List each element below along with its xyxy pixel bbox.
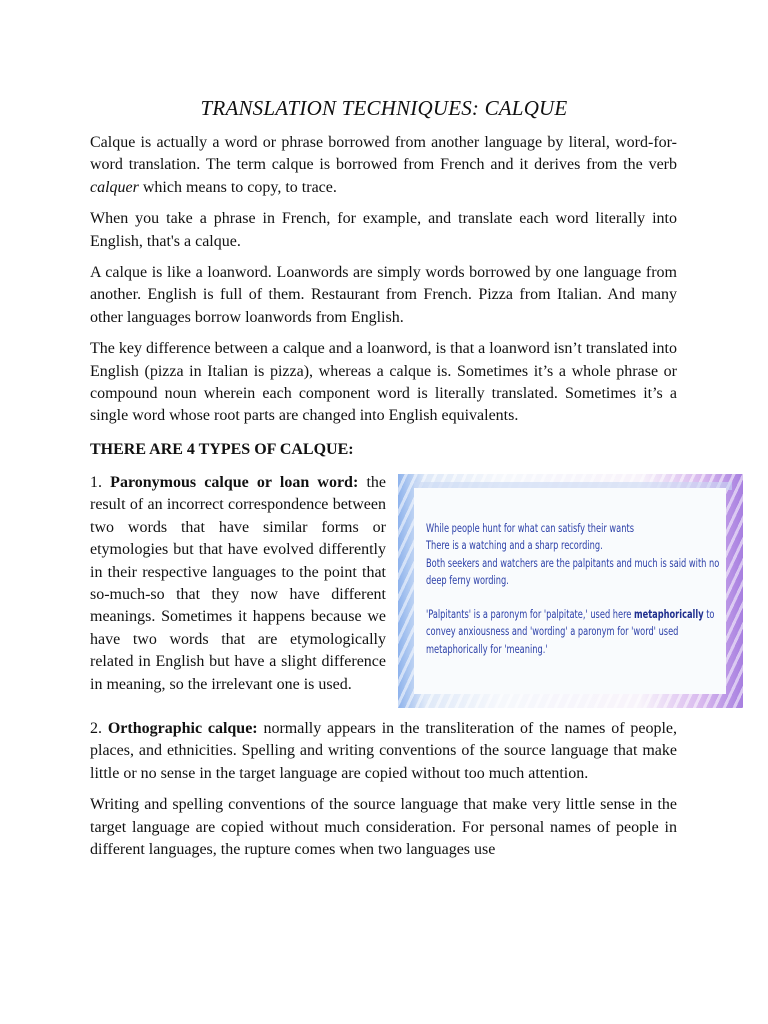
example-line-4: deep ferny wording.: [426, 574, 509, 588]
intro-paragraph-3: A calque is like a loanword. Loanwords are simply words borrowed by one language from another. English is full of them. Restaurant from French. Pizza from Italian. And many other languages borrow loanwords from English.: [90, 264, 677, 326]
example-line-3: Both seekers and watchers are the palpitants and much is said with no: [426, 556, 720, 570]
emphasis-calquer: calquer: [90, 178, 139, 196]
page-title: TRANSLATION TECHNIQUES: CALQUE: [200, 96, 568, 120]
example-line-6: convey anxiousness and 'wording' a paronym for 'word' used: [426, 625, 679, 639]
example-line-2: There is a watching and a sharp recording.: [426, 539, 603, 553]
type1-term: Paronymous calque or loan word:: [110, 473, 359, 491]
example-line-7: metaphorically for 'meaning.': [426, 642, 548, 656]
type2-paragraph: 2. Orthographic calque: normally appears in the transliteration of the names of people, places, and ethnicities. Spelling and writing conventions of the source language that make little or no sense in the target language are copied without too much attention.: [90, 719, 678, 782]
intro-paragraph-4: The key difference between a calque and a loanword, is that a loanword isn’t translated into English (pizza in Italian is pizza), whereas a calque is. Sometimes it’s a whole phrase or compound noun wherein each component word is literally translated. Sometimes it’s a single word whose root parts are changed into English equivalents.: [90, 340, 677, 425]
type1-paragraph: 1. Paronymous calque or loan word: the result of an incorrect correspondence between two words that have similar forms or etymologies but that have evolved differently in their respective languages to the point that so-much-so that they now have different meanings. Sometimes it happens because we have two words that are etymologically related in English but have a slight difference in meaning, so the irrelevant one is used.: [90, 473, 386, 693]
type1-section: [90, 472, 720, 718]
example-line-1: While people hunt for what can satisfy their wants: [426, 521, 634, 535]
closing-paragraph: Writing and spelling conventions of the source language that make very little sense in the target language are copied without much consideration. For personal names of people in different languages, the rupture comes when two languages use: [90, 796, 677, 858]
paronym-example-image: [398, 474, 743, 708]
document-body: [90, 132, 720, 870]
example-line-5: 'Palpitants' is a paronym for 'palpitate,' used here metaphorically to: [426, 607, 715, 621]
types-heading: THERE ARE 4 TYPES OF CALQUE:: [90, 440, 354, 458]
type2-term: Orthographic calque:: [107, 719, 258, 737]
example-text: [426, 520, 720, 659]
intro-paragraph-2: When you take a phrase in French, for example, and translate each word literally into English, that's a calque.: [90, 210, 677, 250]
intro-paragraph-1: Calque is actually a word or phrase borrowed from another language by literal, word-for-word translation. The term calque is borrowed from French and it derives from the verb calquer which means to copy, to trace.: [90, 134, 677, 196]
type1-text-column: [90, 472, 386, 696]
